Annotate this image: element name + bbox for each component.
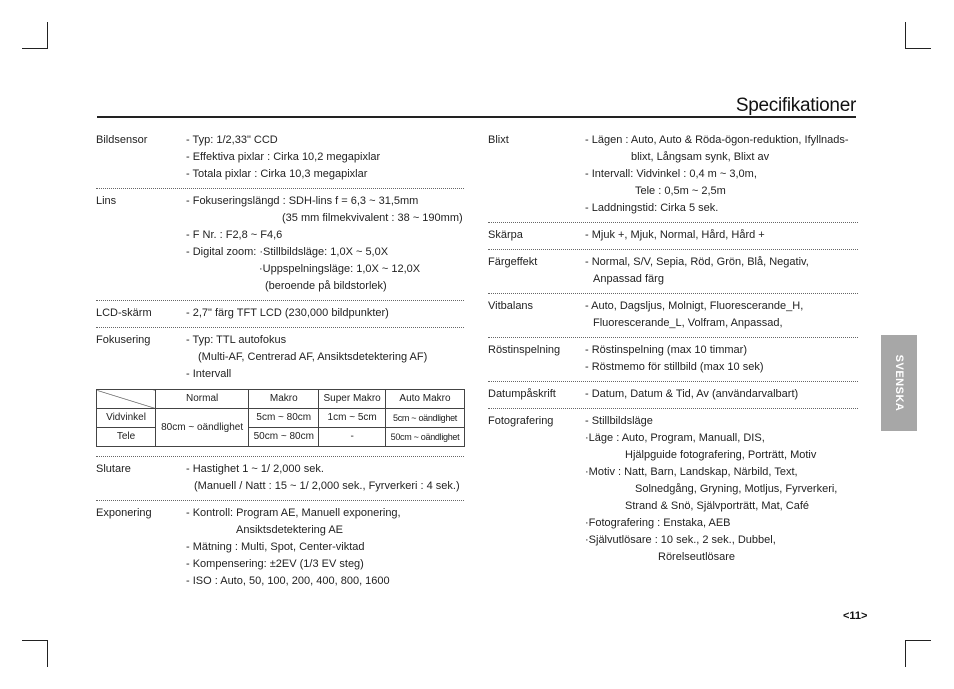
right-column	[488, 130, 858, 568]
table-cell: 50cm ~ 80cm	[249, 428, 319, 447]
spec-fotografering	[488, 408, 858, 568]
table-cell: 50cm ~ oändlighet	[385, 428, 464, 447]
spec-line: - Röstmemo för stillbild (max 10 sek)	[585, 361, 764, 373]
spec-line: (Manuell / Natt : 15 ~ 1/ 2,000 sek., Fyrverkeri : 4 sek.)	[194, 480, 460, 492]
spec-bildsensor	[96, 130, 464, 185]
spec-line: Rörelseutlösare	[658, 551, 736, 563]
focus-range-table	[96, 389, 465, 447]
spec-line: - Normal, S/V, Sepia, Röd, Grön, Blå, Negativ,	[585, 256, 809, 268]
spec-line: blixt, Långsam synk, Blixt av	[631, 151, 770, 163]
spec-line: - Datum, Datum & Tid, Av (användarvalbart)	[585, 388, 799, 400]
spec-label: Lins	[96, 195, 117, 207]
crop-mark-bottom-right-v	[905, 640, 906, 667]
spec-fargeffekt	[488, 249, 858, 290]
crop-mark-bottom-left-v	[47, 640, 48, 667]
spec-line: - Fokuseringslängd : SDH-lins f = 6,3 ~ 31,5mm	[186, 195, 419, 207]
spec-line: Fluorescerande_L, Volfram, Anpassad,	[593, 317, 783, 329]
spec-label: Blixt	[488, 134, 509, 146]
spec-line: - Typ: TTL autofokus	[186, 334, 287, 346]
spec-line: Ansiktsdetektering AE	[236, 524, 344, 536]
table-row-label: Vidvinkel	[97, 409, 156, 428]
spec-line: - Mjuk +, Mjuk, Normal, Hård, Hård +	[585, 229, 765, 241]
spec-line: (beroende på bildstorlek)	[265, 280, 387, 292]
spec-label: Slutare	[96, 463, 131, 475]
table-cell: -	[319, 428, 386, 447]
spec-line: - Stillbildsläge	[585, 415, 653, 427]
table-row-label: Tele	[97, 428, 156, 447]
spec-line: Hjälpguide fotografering, Porträtt, Motiv	[625, 449, 817, 461]
spec-vitbalans	[488, 293, 858, 334]
table-header: Auto Makro	[385, 390, 464, 409]
spec-blixt	[488, 130, 858, 219]
spec-line: - F Nr. : F2,8 ~ F4,6	[186, 229, 283, 241]
spec-line: - Hastighet 1 ~ 1/ 2,000 sek.	[186, 463, 324, 475]
spec-exponering	[96, 500, 464, 592]
crop-mark-top-right-v	[905, 22, 906, 49]
spec-line: - Mätning : Multi, Spot, Center-viktad	[186, 541, 365, 553]
spec-label: Röstinspelning	[488, 344, 561, 356]
side-tab-label: SVENSKA	[893, 354, 905, 412]
table-corner-cell	[97, 390, 156, 409]
spec-skarpa	[488, 222, 858, 246]
spec-label: Skärpa	[488, 229, 523, 241]
spec-line: ·Självutlösare : 10 sek., 2 sek., Dubbel,	[585, 534, 776, 546]
spec-line: - Laddningstid: Cirka 5 sek.	[585, 202, 719, 214]
spec-lcd	[96, 300, 464, 324]
spec-label: Exponering	[96, 507, 152, 519]
crop-mark-top-left-h	[22, 48, 48, 49]
table-header: Super Makro	[319, 390, 386, 409]
crop-mark-bottom-right-h	[905, 640, 931, 641]
spec-line: - Intervall: Vidvinkel : 0,4 m ~ 3,0m,	[585, 168, 757, 180]
spec-line: (Multi-AF, Centrerad AF, Ansiktsdetektering AF)	[198, 351, 428, 363]
table-cell: 5cm ~ oändlighet	[385, 409, 464, 428]
crop-mark-top-right-h	[905, 48, 931, 49]
spec-line: - Lägen : Auto, Auto & Röda-ögon-reduktion, Ifyllnads-	[585, 134, 849, 146]
spec-label: Fokusering	[96, 334, 151, 346]
language-side-tab	[881, 335, 917, 431]
table-header: Normal	[156, 390, 249, 409]
spec-line: Strand & Snö, Självporträtt, Mat, Café	[625, 500, 810, 512]
spec-line: - Digital zoom: ·Stillbildsläge: 1,0X ~ 5,0X	[186, 246, 389, 258]
table-cell: 1cm ~ 5cm	[319, 409, 386, 428]
spec-label: Datumpåskrift	[488, 388, 556, 400]
spec-line: - Typ: 1/2,33" CCD	[186, 134, 278, 146]
table-cell: 5cm ~ 80cm	[249, 409, 319, 428]
spec-fokusering	[96, 327, 464, 453]
left-column	[96, 130, 464, 592]
spec-label: Bildsensor	[96, 134, 148, 146]
spec-line: Anpassad färg	[593, 273, 664, 285]
table-cell: 80cm ~ oändlighet	[156, 409, 249, 447]
spec-datumpaskrift	[488, 381, 858, 405]
spec-line: - 2,7" färg TFT LCD (230,000 bildpunkter)	[186, 307, 389, 319]
spec-rostinspelning	[488, 337, 858, 378]
spec-line: Solnedgång, Gryning, Motljus, Fyrverkeri,	[635, 483, 838, 495]
spec-label: Fotografering	[488, 415, 554, 427]
spec-line: ·Läge : Auto, Program, Manuall, DIS,	[585, 432, 765, 444]
spec-line: - Effektiva pixlar : Cirka 10,2 megapixlar	[186, 151, 381, 163]
spec-label: Vitbalans	[488, 300, 534, 312]
page-number: <11>	[843, 610, 868, 622]
spec-line: - Intervall	[186, 368, 232, 380]
spec-line: - Röstinspelning (max 10 timmar)	[585, 344, 747, 356]
spec-line: ·Fotografering : Enstaka, AEB	[585, 517, 731, 529]
spec-line: - Kompensering: ±2EV (1/3 EV steg)	[186, 558, 364, 570]
spec-line: ·Uppspelningsläge: 1,0X ~ 12,0X	[259, 263, 421, 275]
spec-label: Färgeffekt	[488, 256, 538, 268]
crop-mark-bottom-left-h	[22, 640, 48, 641]
spec-line: - Auto, Dagsljus, Molnigt, Fluorescerande_H,	[585, 300, 804, 312]
spec-line: - Totala pixlar : Cirka 10,3 megapixlar	[186, 168, 368, 180]
title-rule	[97, 116, 856, 118]
spec-lins	[96, 188, 464, 297]
spec-line: (35 mm filmekvivalent : 38 ~ 190mm)	[282, 212, 463, 224]
table-header: Makro	[249, 390, 319, 409]
spec-label: LCD-skärm	[96, 307, 152, 319]
crop-mark-top-left-v	[47, 22, 48, 49]
spec-line: - Kontroll: Program AE, Manuell exponering,	[186, 507, 401, 519]
spec-line: Tele : 0,5m ~ 2,5m	[635, 185, 726, 197]
spec-line: - ISO : Auto, 50, 100, 200, 400, 800, 1600	[186, 575, 390, 587]
spec-slutare	[96, 456, 464, 497]
spec-line: ·Motiv : Natt, Barn, Landskap, Närbild, Text,	[585, 466, 798, 478]
page-title: Specifikationer	[735, 95, 856, 116]
